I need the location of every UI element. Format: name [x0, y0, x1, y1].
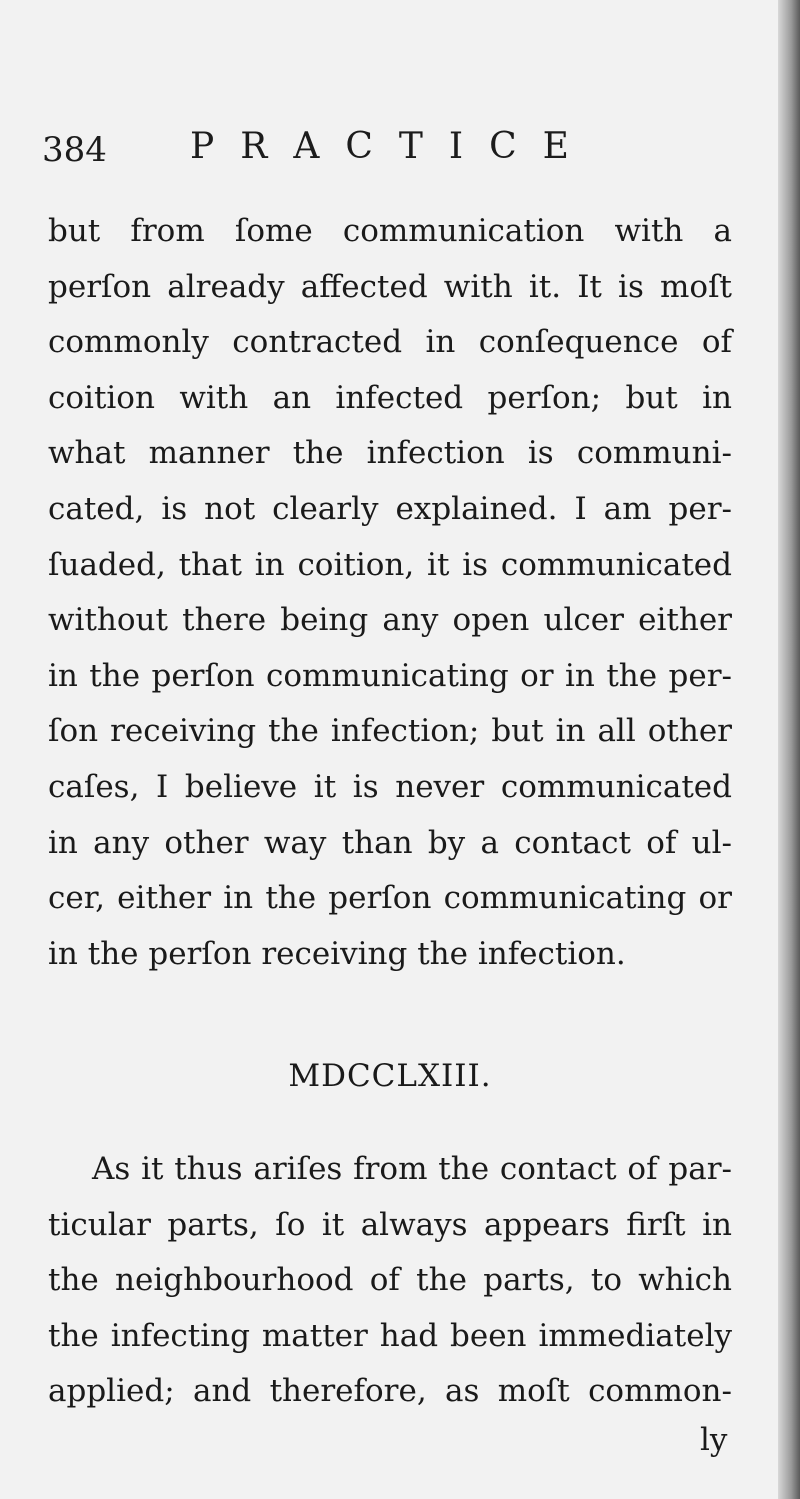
paragraph-1	[48, 204, 732, 982]
section-heading: MDCCLXIII.	[288, 1058, 492, 1094]
text-line: cer, either in the perſon communicating or	[48, 880, 732, 917]
text-line: As it thus ariſes from the contact of par-	[92, 1151, 732, 1187]
text-line: what manner the infection is communi-	[48, 435, 732, 472]
page-edge	[778, 0, 800, 1499]
text-line: the infecting matter had been immediately	[48, 1317, 732, 1354]
text-line: cated, is not clearly explained. I am per-	[48, 490, 732, 527]
paragraph-2	[48, 1142, 732, 1420]
text-line: ſuaded, that in coition, it is communicated	[48, 546, 732, 583]
page-header	[42, 118, 742, 178]
text-line: perſon already affected with it. It is moſt	[48, 268, 732, 305]
catchword: ly	[700, 1422, 728, 1458]
text-line: without there being any open ulcer either	[48, 602, 732, 639]
text-line: commonly contracted in conſequence of	[48, 324, 732, 361]
text-line: ticular parts, ſo it always appears firſt in	[48, 1206, 732, 1243]
text-line: ſon receiving the infection; but in all other	[48, 713, 732, 750]
text-line: the neighbourhood of the parts, to which	[48, 1262, 732, 1299]
text-line: in the perſon receiving the infection.	[48, 935, 626, 972]
text-line: in the perſon communicating or in the per-	[48, 657, 732, 694]
text-line: coition with an infected perſon; but in	[48, 379, 732, 416]
text-line: applied; and therefore, as moſt common-	[48, 1373, 732, 1410]
text-line: in any other way than by a contact of ul-	[48, 824, 732, 861]
text-line: caſes, I believe it is never communicated	[48, 768, 732, 805]
page-number: 384	[42, 130, 107, 170]
text-line: but from ſome communication with a	[48, 213, 732, 249]
running-head: PRACTICE	[190, 126, 595, 167]
